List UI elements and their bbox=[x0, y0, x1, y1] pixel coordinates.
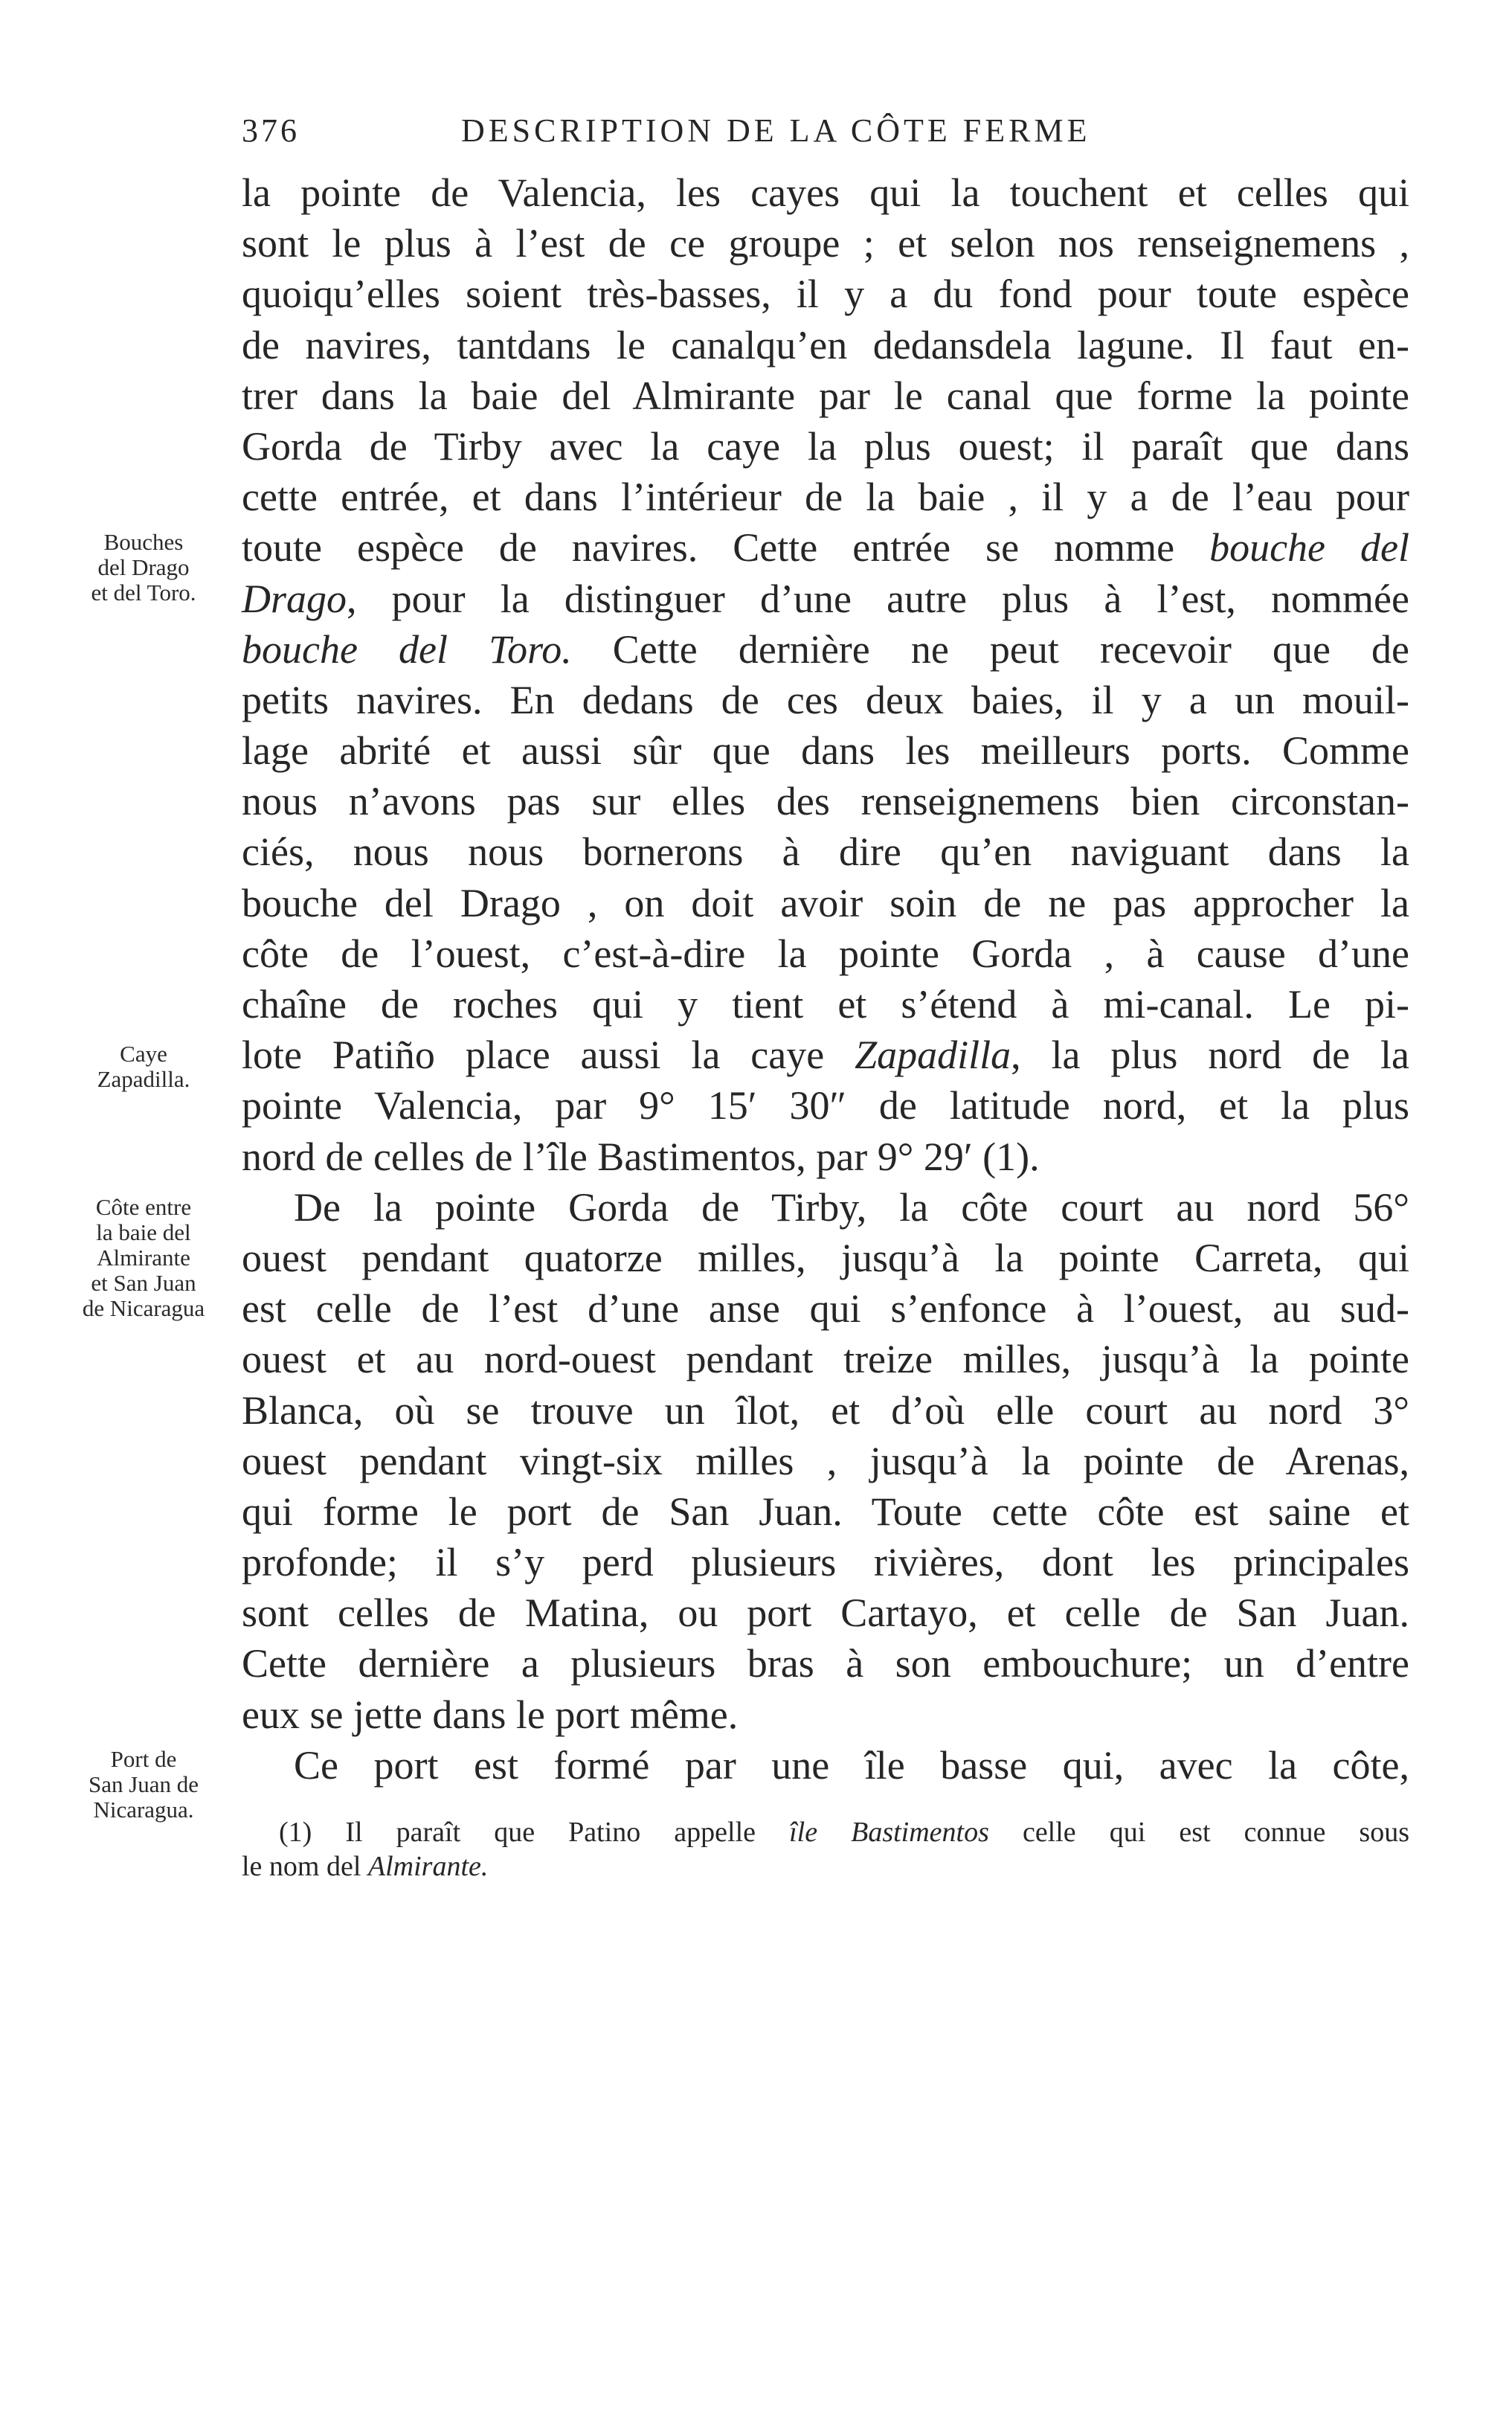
text-line bbox=[242, 1486, 1409, 1537]
text-line bbox=[242, 1131, 1409, 1182]
footnote-line bbox=[242, 1849, 1409, 1884]
text-segment: Blanca, où se trouve un îlot, et d’où elle court au nord 3° bbox=[242, 1387, 1409, 1433]
italic-text: Almirante. bbox=[367, 1851, 489, 1882]
margin-note-port bbox=[58, 1747, 229, 1823]
text-segment: eux se jette dans le port même. bbox=[242, 1692, 739, 1737]
text-line bbox=[242, 421, 1409, 472]
margin-note-line: Port de bbox=[110, 1746, 177, 1772]
text-segment: Cette dernière ne peut recevoir que de bbox=[571, 626, 1409, 672]
text-segment: profonde; il s’y perd plusieurs rivières, dont les principales bbox=[242, 1540, 1409, 1585]
page-number: 376 bbox=[242, 112, 300, 149]
text-segment: Cette dernière a plusieurs bras à son embouchure; un d’entre bbox=[242, 1641, 1409, 1686]
text-segment: ciés, nous nous bornerons à dire qu’en naviguant dans la bbox=[242, 829, 1409, 875]
italic-text: Zapadilla bbox=[855, 1033, 1011, 1078]
text-segment: chaîne de roches qui y tient et s’étend à mi-canal. Le pi- bbox=[242, 982, 1409, 1027]
italic-text: Drago bbox=[242, 576, 347, 621]
text-line bbox=[242, 928, 1409, 979]
text-line bbox=[242, 370, 1409, 421]
text-line bbox=[242, 826, 1409, 877]
text-segment: ouest pendant vingt-six milles , jusqu’à la pointe de Arenas, bbox=[242, 1438, 1409, 1483]
margin-note-line: Côte entre bbox=[95, 1194, 192, 1220]
text-line bbox=[242, 624, 1409, 675]
text-line bbox=[242, 675, 1409, 725]
text-line bbox=[242, 1537, 1409, 1587]
text-line bbox=[242, 1334, 1409, 1384]
text-segment: bouche del Drago , on doit avoir soin de ne pas approcher la bbox=[242, 880, 1409, 925]
text-line bbox=[242, 979, 1409, 1030]
margin-note-line: Caye bbox=[120, 1041, 167, 1067]
text-line bbox=[242, 878, 1409, 928]
text-segment: trer dans la baie del Almirante par le canal que forme la pointe bbox=[242, 373, 1409, 418]
text-line bbox=[242, 725, 1409, 776]
text-segment: ouest pendant quatorze milles, jusqu’à la pointe Carreta, qui bbox=[242, 1235, 1409, 1280]
text-segment: De la pointe Gorda de Tirby, la côte court au nord 56° bbox=[294, 1184, 1409, 1230]
text-line bbox=[242, 1283, 1409, 1334]
text-segment: lage abrité et aussi sûr que dans les meilleurs ports. Comme bbox=[242, 728, 1409, 774]
text-segment: pointe Valencia, par 9° 15′ 30″ de latitude nord, et la plus bbox=[242, 1083, 1409, 1129]
text-segment: cette entrée, et dans l’intérieur de la baie , il y a de l’eau pour bbox=[242, 475, 1409, 520]
text-line bbox=[242, 1233, 1409, 1283]
text-line bbox=[242, 1638, 1409, 1689]
text-line bbox=[242, 574, 1409, 624]
italic-text: bouche del bbox=[1209, 525, 1410, 571]
margin-note-bouches bbox=[58, 530, 229, 606]
italic-text: île Bastimentos bbox=[789, 1817, 989, 1848]
main-text bbox=[242, 167, 1409, 1791]
margin-note-line: Bouches bbox=[103, 529, 184, 555]
text-line bbox=[242, 1436, 1409, 1486]
text-segment: toute espèce de navires. Cette entrée se nomme bbox=[242, 525, 1210, 571]
text-segment: Ce port est formé par une île basse qui, avec la côte, bbox=[294, 1742, 1409, 1788]
margin-note-line: et del Toro. bbox=[91, 580, 196, 606]
text-segment: nous n’avons pas sur elles des renseignemens bien circonstan- bbox=[242, 779, 1409, 824]
text-segment: ouest et au nord-ouest pendant treize milles, jusqu’à la pointe bbox=[242, 1337, 1409, 1382]
margin-note-line: Almirante bbox=[97, 1245, 190, 1271]
text-line bbox=[242, 167, 1409, 218]
text-segment: petits navires. En dedans de ces deux baies, il y a un mouil- bbox=[242, 677, 1409, 722]
text-segment: sont le plus à l’est de ce groupe ; et selon nos renseignemens , bbox=[242, 221, 1409, 266]
margin-note-line: de Nicaragua bbox=[82, 1295, 205, 1321]
text-segment: est celle de l’est d’une anse qui s’enfonce à l’ouest, au sud- bbox=[242, 1286, 1409, 1332]
text-segment: (1) Il paraît que Patino appelle bbox=[279, 1817, 790, 1848]
text-line bbox=[242, 522, 1409, 573]
text-line bbox=[242, 269, 1409, 319]
text-segment: qui forme le port de San Juan. Toute cette côte est saine et bbox=[242, 1489, 1409, 1534]
text-segment: sont celles de Matina, ou port Cartayo, et celle de San Juan. bbox=[242, 1590, 1409, 1636]
margin-note-line: Zapadilla. bbox=[97, 1066, 190, 1092]
text-line bbox=[242, 1080, 1409, 1131]
margin-note-line: del Drago bbox=[97, 554, 190, 580]
footnote-line bbox=[242, 1815, 1409, 1849]
text-line bbox=[242, 1740, 1409, 1791]
text-segment: , pour la distinguer d’une autre plus à l’est, nommée bbox=[347, 576, 1409, 621]
text-segment: nord de celles de l’île Bastimentos, par 9° 29′ (1). bbox=[242, 1134, 1040, 1179]
text-line bbox=[242, 1385, 1409, 1436]
margin-note-line: la baie del bbox=[96, 1219, 191, 1245]
text-segment: quoiqu’elles soient très-basses, il y a du fond pour toute espèce bbox=[242, 272, 1409, 317]
margin-note-line: et San Juan bbox=[91, 1270, 196, 1296]
text-line bbox=[242, 472, 1409, 522]
page-header bbox=[242, 112, 1409, 156]
text-segment: Gorda de Tirby avec la caye la plus ouest; il paraît que dans bbox=[242, 423, 1409, 469]
text-line bbox=[242, 1030, 1409, 1080]
margin-note-caye bbox=[58, 1041, 229, 1092]
text-segment: la pointe de Valencia, les cayes qui la touchent et celles qui bbox=[242, 170, 1409, 215]
text-segment: celle qui est connue sous bbox=[988, 1817, 1409, 1848]
margin-note-line: Nicaragua. bbox=[93, 1797, 194, 1823]
text-line bbox=[242, 320, 1409, 370]
text-line bbox=[242, 776, 1409, 826]
margin-note-line: San Juan de bbox=[88, 1771, 199, 1797]
italic-text: bouche del Toro. bbox=[242, 626, 572, 672]
text-line bbox=[242, 218, 1409, 269]
margin-note-cote bbox=[58, 1195, 229, 1321]
text-segment: le nom del bbox=[242, 1851, 368, 1882]
text-line bbox=[242, 1587, 1409, 1638]
text-segment: de navires, tantdans le canalqu’en dedansdela lagune. Il faut en- bbox=[242, 322, 1409, 367]
footnote bbox=[242, 1815, 1409, 1884]
text-segment: , la plus nord de la bbox=[1011, 1033, 1409, 1078]
text-line bbox=[242, 1689, 1409, 1740]
text-segment: côte de l’ouest, c’est-à-dire la pointe Gorda , à cause d’une bbox=[242, 931, 1409, 976]
text-segment: lote Patiño place aussi la caye bbox=[242, 1033, 855, 1078]
text-line bbox=[242, 1182, 1409, 1233]
running-title: DESCRIPTION DE LA CÔTE FERME bbox=[461, 112, 1091, 149]
